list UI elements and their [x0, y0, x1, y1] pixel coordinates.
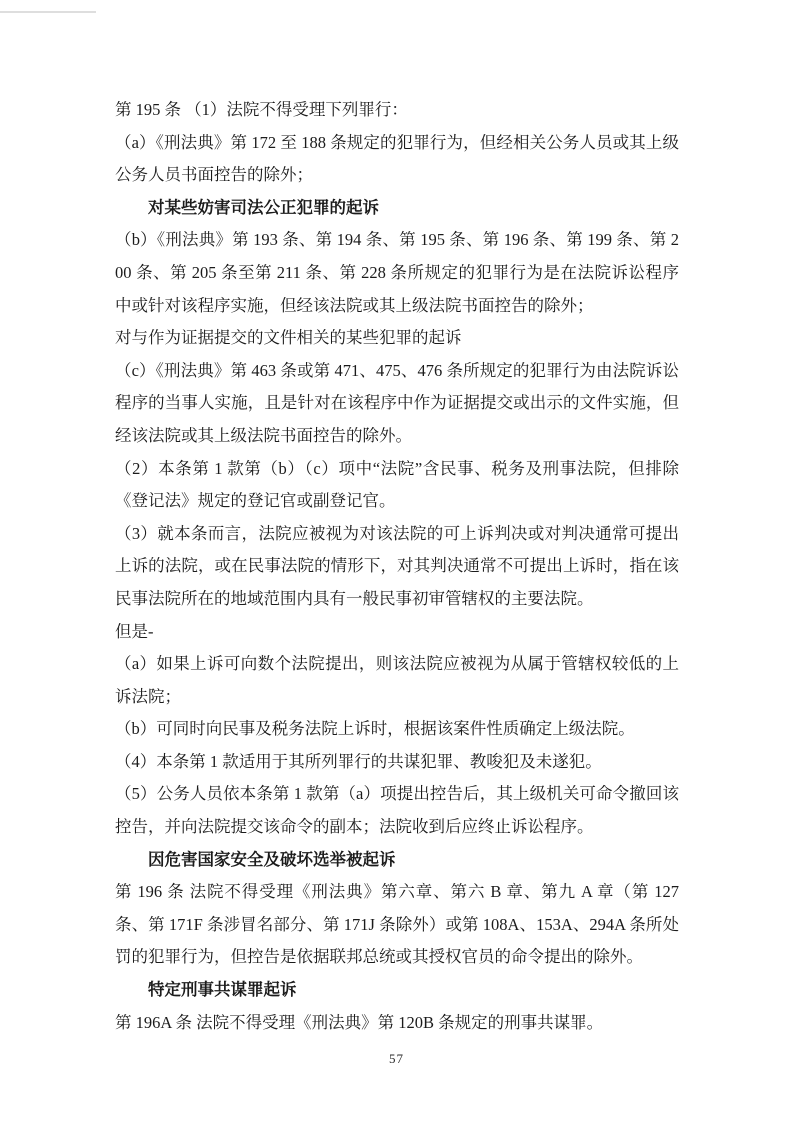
section-heading: 对某些妨害司法公正犯罪的起诉 — [148, 197, 379, 217]
scan-edge-artifact — [0, 11, 96, 13]
paragraph: （b）可同时向民事及税务法院上诉时，根据该案件性质确定上级法院。 — [115, 719, 635, 739]
section-heading: 因危害国家安全及破坏选举被起诉 — [148, 849, 396, 869]
page-number: 57 — [389, 1051, 404, 1066]
paragraph: （a）如果上诉可向数个法院提出，则该法院应被视为从属于管辖权较低的上诉法院； — [115, 654, 679, 706]
document-body — [115, 94, 679, 1039]
paragraph: （2）本条第 1 款第（b）（c）项中“法院”含民事、税务及刑事法院，但排除《登记法》规定的登记官或副登记官。 — [115, 458, 679, 511]
section-subheading: 对与作为证据提交的文件相关的某些犯罪的起诉 — [115, 328, 462, 348]
paragraph: 第 195 条 （1）法院不得受理下列罪行： — [115, 100, 408, 119]
paragraph: （c）《刑法典》第 463 条或第 471、475、476 条所规定的犯罪行为由法院诉讼程序的当事人实施，且是针对在该程序中作为证据提交或出示的文件实施，但经该法院或其上级法院书面控告的除外。 — [115, 360, 679, 445]
paragraph: 第 196A 条 法院不得受理《刑法典》第 120B 条规定的刑事共谋罪。 — [115, 1012, 604, 1032]
paragraph: （a）《刑法典》第 172 至 188 条规定的犯罪行为，但经相关公务人员或其上级公务人员书面控告的除外； — [115, 132, 679, 185]
paragraph: （4）本条第 1 款适用于其所列罪行的共谋犯罪、教唆犯及未遂犯。 — [115, 751, 602, 771]
paragraph: （b）《刑法典》第 193 条、第 194 条、第 195 条、第 196 条、第 199 条、第 200 条、第 205 条至第 211 条、第 228 条所规定的犯罪行为是在法院诉讼程序中或针对该程序实施，但经该法院或其上级法院书面控告的除外； — [115, 230, 679, 315]
paragraph: （5）公务人员依本条第 1 款第（a）项提出控告后，其上级机关可命令撤回该控告，并向法院提交该命令的副本；法院收到后应终止诉讼程序。 — [115, 784, 679, 837]
paragraph: 但是- — [115, 621, 154, 641]
paragraph: （3）就本条而言，法院应被视为对该法院的可上诉判决或对判决通常可提出上诉的法院，或在民事法院的情形下，对其判决通常不可提出上诉时，指在该民事法院所在的地域范围内具有一般民事初审管辖权的主要法院。 — [115, 523, 679, 608]
section-heading: 特定刑事共谋罪起诉 — [148, 980, 297, 1000]
paragraph: 第 196 条 法院不得受理《刑法典》第六章、第六 B 章、第九 A 章（第 127 条、第 171F 条涉冒名部分、第 171J 条除外）或第 108A、153A、294A 条所处罚的犯罪行为，但控告是依据联邦总统或其授权官员的命令提出的除外。 — [115, 882, 679, 967]
